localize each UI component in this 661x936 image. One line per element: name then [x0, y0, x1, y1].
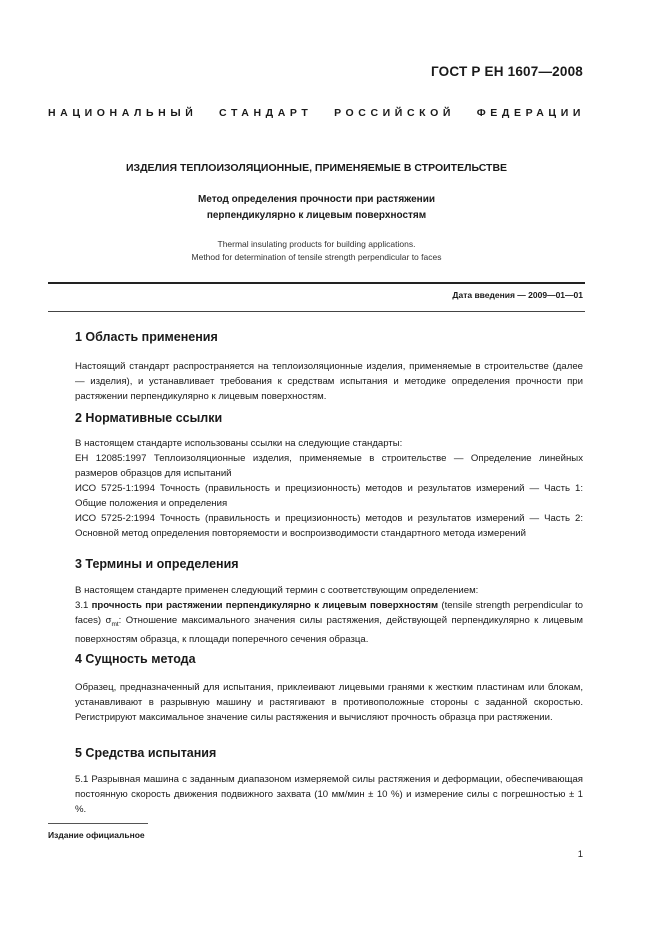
section-5	[75, 746, 583, 760]
gost-number: ГОСТ Р ЕН 1607—2008	[430, 64, 583, 79]
top-rule	[48, 282, 585, 284]
national-standard-heading: НАЦИОНАЛЬНЫЙ СТАНДАРТ РОССИЙСКОЙ ФЕДЕРАЦИИ	[48, 107, 585, 119]
term-symbol-subscript: mt	[111, 620, 119, 628]
subtitle-en-line-2: Method for determination of tensile strength perpendicular to faces	[191, 252, 442, 262]
section-2	[75, 411, 583, 425]
section-title: 2 Нормативные ссылки	[75, 411, 223, 425]
section-4	[75, 652, 583, 666]
term-name: прочность при растяжении перпендикулярно к лицевым поверхностям	[91, 600, 439, 611]
document-subtitle-ru	[48, 192, 585, 224]
term-definition	[75, 598, 583, 647]
term-number: 3.1	[75, 600, 89, 611]
subtitle-ru-line-2: перпендикулярно к лицевым поверхностям	[206, 210, 427, 221]
page-number: 1	[577, 849, 583, 860]
section-1	[75, 330, 583, 344]
paragraph: ЕН 12085:1997 Теплоизоляционные изделия, применяемые в строительстве — Определение линейных размеров образцов для испытаний	[75, 453, 583, 479]
section-5-body	[75, 772, 583, 817]
term-english: (tensile strength perpendicular to faces)	[75, 600, 583, 626]
paragraph: ИСО 5725-1:1994 Точность (правильность и прецизионность) методов и результатов измерений — Часть 1: Общие положения и определения	[75, 483, 583, 509]
section-title: 4 Сущность метода	[75, 652, 196, 666]
paragraph: Образец, предназначенный для испытания, приклеивают лицевыми гранями к жестким пластинам или блокам, устанавливают в разрывную машину и растягивают в противоположные стороны с заданной скоростью. Регистрируют максимальное значение силы растяжения и вычисляют прочность образца при растяжении.	[75, 682, 583, 723]
paragraph: 5.1 Разрывная машина с заданным диапазоном измеряемой силы растяжения и деформации, обеспечивающая постоянную скорость движения подвижного захвата (10 мм/мин ± 10 %) и измерение силы с погрешностью ± 1 %.	[75, 774, 583, 815]
paragraph: В настоящем стандарте использованы ссылки на следующие стандарты:	[75, 438, 403, 449]
paragraph: Настоящий стандарт распространяется на теплоизоляционные изделия, применяемые в строительстве (далее — изделия), и устанавливает требования к средствам испытания и методике определения прочности при растяжении перпендикулярно к лицевым поверхностям.	[75, 361, 583, 402]
paragraph: В настоящем стандарте применен следующий термин с соответствующим определением:	[75, 585, 479, 596]
paragraph: ИСО 5725-2:1994 Точность (правильность и прецизионность) методов и результатов измерений — Часть 2: Основной метод определения повторяемости и воспроизводимости стандартного метода измерений	[75, 513, 583, 539]
section-3-body	[75, 583, 583, 647]
section-2-body	[75, 436, 583, 541]
edition-label: Издание официальное	[48, 830, 145, 840]
document-subtitle-en	[48, 238, 585, 264]
section-title: 3 Термины и определения	[75, 557, 239, 571]
section-title: 1 Область применения	[75, 330, 218, 344]
section-4-body	[75, 680, 583, 725]
subtitle-en-line-1: Thermal insulating products for building applications.	[217, 239, 416, 249]
document-title: ИЗДЕЛИЯ ТЕПЛОИЗОЛЯЦИОННЫЕ, ПРИМЕНЯЕМЫЕ В СТРОИТЕЛЬСТВЕ	[125, 162, 508, 174]
section-1-body	[75, 359, 583, 404]
subtitle-ru-line-1: Метод определения прочности при растяжении	[197, 194, 436, 205]
term-definition-text: : Отношение максимального значения силы растяжения, действующей перпендикулярно к лицевым поверхностям образца, к площади поперечного сечения образца.	[75, 615, 583, 645]
introduction-date: Дата введения — 2009—01—01	[452, 290, 583, 300]
section-3	[75, 557, 583, 571]
date-rule	[48, 311, 585, 312]
footer-rule	[48, 823, 148, 824]
section-title: 5 Средства испытания	[75, 746, 217, 760]
term-symbol: σ	[105, 615, 112, 626]
